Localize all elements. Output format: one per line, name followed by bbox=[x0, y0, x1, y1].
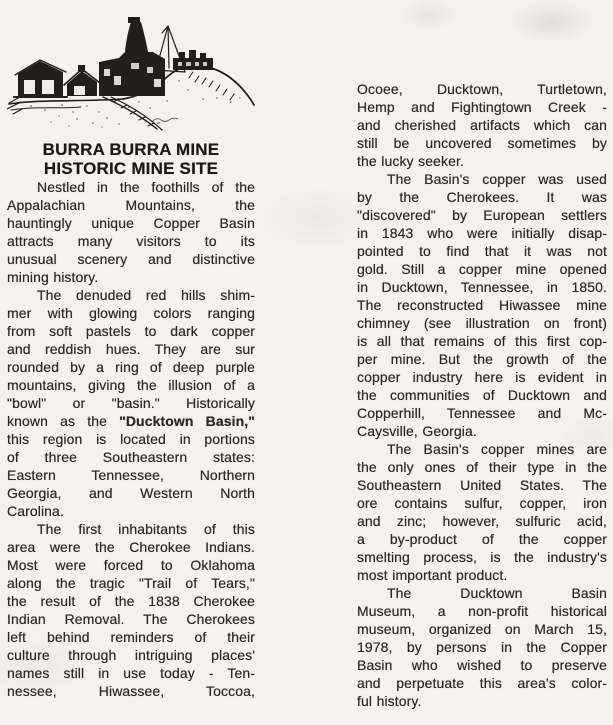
text-line: by the Cherokees. It was bbox=[357, 189, 607, 205]
text-line: the communities of Ducktown and bbox=[357, 387, 607, 403]
text-line: attracts many visitors to its bbox=[7, 233, 255, 249]
text-line: hauntingly unique Copper Basin bbox=[7, 215, 255, 231]
text-line: in 1843 who were initially disap- bbox=[357, 225, 607, 241]
mine-buildings-sketch-svg bbox=[7, 6, 255, 134]
text-line: museum, organized on March 15, bbox=[357, 621, 607, 637]
text-line: ore contains sulfur, copper, iron bbox=[357, 495, 607, 511]
paragraph bbox=[357, 440, 607, 584]
text-line: Georgia, and Western North bbox=[7, 485, 255, 501]
text-line: culture through intriguing places' bbox=[7, 647, 255, 663]
text-line: Eastern Tennessee, Northern bbox=[7, 467, 255, 483]
text-line: Southeastern United States. The bbox=[357, 477, 607, 493]
text-line: and reddish hues. They are sur bbox=[7, 341, 255, 357]
text-line: Indian Removal. The Cherokees bbox=[7, 611, 255, 627]
artist-signature bbox=[153, 118, 178, 123]
right-column-text bbox=[357, 80, 607, 710]
text-line: area were the Cherokee Indians. bbox=[7, 539, 255, 555]
text-line: and perpetuate this area's color- bbox=[357, 675, 607, 691]
paragraph bbox=[7, 520, 255, 700]
text-line: is all that remains of this first cop- bbox=[357, 333, 607, 349]
text-line: The reconstructed Hiwassee mine bbox=[357, 297, 607, 313]
text-line: the only ones of their type in the bbox=[357, 459, 607, 475]
paragraph bbox=[7, 286, 255, 520]
text-line: the lucky seeker. bbox=[357, 153, 464, 169]
text-line: The denuded red hills shim- bbox=[37, 287, 255, 303]
text-line: left behind reminders of their bbox=[7, 629, 255, 645]
text-line: The first inhabitants of this bbox=[37, 521, 255, 537]
text-line: Most were forced to Oklahoma bbox=[7, 557, 255, 573]
paragraph bbox=[7, 178, 255, 286]
text-line: mining history. bbox=[7, 269, 99, 285]
title-line-1: BURRA BURRA MINE bbox=[42, 140, 220, 159]
text-line: and zinc; however, sulfuric acid, bbox=[357, 513, 607, 529]
text-line: Hemp and Fightingtown Creek - bbox=[357, 99, 607, 115]
paragraph bbox=[357, 170, 607, 440]
text-line: known as the "Ducktown Basin," bbox=[7, 413, 255, 429]
text-line: mountains, giving the illusion of a bbox=[7, 377, 255, 393]
text-line: Nestled in the foothills of the bbox=[37, 179, 255, 195]
text-line: smelting process, is the industry's bbox=[357, 549, 607, 565]
text-line: per mine. But the growth of the bbox=[357, 351, 607, 367]
text-line: gold. Still a copper mine opened bbox=[357, 261, 607, 277]
text-line: nessee, Hiwassee, Toccoa, bbox=[7, 683, 255, 699]
text-line: pointed to find that it was not bbox=[357, 243, 607, 259]
text-line: Caysville, Georgia. bbox=[357, 423, 477, 439]
text-line: Basin who wished to preserve bbox=[357, 657, 607, 673]
text-line: Copperhill, Tennessee and Mc- bbox=[357, 405, 607, 421]
title-line-2: HISTORIC MINE SITE bbox=[43, 159, 219, 178]
text-line: this region is located in portions bbox=[7, 431, 255, 447]
text-line: chimney (see illustration on front) bbox=[357, 315, 607, 331]
right-column bbox=[357, 80, 607, 710]
text-line: ful history. bbox=[357, 693, 422, 709]
text-line: of three Southeastern states: bbox=[7, 449, 255, 465]
text-line: Appalachian Mountains, the bbox=[7, 197, 255, 213]
text-line: the result of the 1838 Cherokee bbox=[7, 593, 255, 609]
mine-illustration bbox=[7, 6, 255, 134]
text-line: and cherished artifacts which can bbox=[357, 117, 607, 133]
left-column bbox=[7, 6, 255, 700]
text-line: The Basin's copper was used bbox=[387, 171, 607, 187]
text-line: 1978, by persons in the Copper bbox=[357, 639, 607, 655]
text-line: The Basin's copper mines are bbox=[387, 441, 607, 457]
left-column-text bbox=[7, 178, 255, 700]
text-line: "bowl" or "basin." Historically bbox=[7, 395, 255, 411]
text-line: mer with glowing colors ranging bbox=[7, 305, 255, 321]
text-line: along the tragic "Trail of Tears," bbox=[7, 575, 255, 591]
text-line: still be uncovered sometimes by bbox=[357, 135, 607, 151]
text-line: from soft pastels to dark copper bbox=[7, 323, 255, 339]
text-line: Carolina. bbox=[7, 503, 64, 519]
text-line: "discovered" by European settlers bbox=[357, 207, 607, 223]
text-line: unusual scenery and distinctive bbox=[7, 251, 255, 267]
paragraph bbox=[357, 80, 607, 170]
text-line: Museum, a non-profit historical bbox=[357, 603, 607, 619]
text-line: in Ducktown, Tennessee, in 1850. bbox=[357, 279, 607, 295]
text-line: copper industry here is evident in bbox=[357, 369, 607, 385]
text-line: a by-product of the copper bbox=[357, 531, 607, 547]
text-line: most important product. bbox=[357, 567, 508, 583]
article-title bbox=[7, 140, 255, 178]
paragraph bbox=[357, 584, 607, 710]
text-line: names still in use today - Ten- bbox=[7, 665, 255, 681]
text-line: Ocoee, Ducktown, Turtletown, bbox=[357, 81, 607, 97]
text-line: rounded by a ring of deep purple bbox=[7, 359, 255, 375]
text-line: The Ducktown Basin bbox=[387, 585, 607, 601]
